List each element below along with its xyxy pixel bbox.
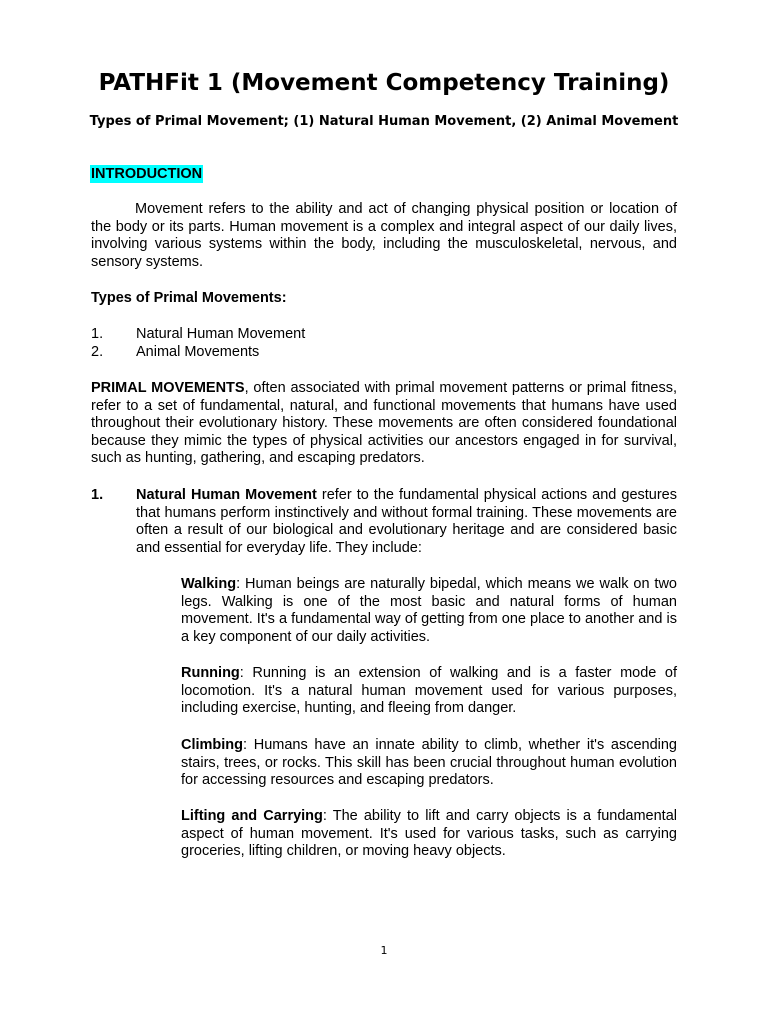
natural-movement-text-block [136, 487, 677, 557]
natural-movement-term: Natural Human Movement [136, 487, 317, 503]
lifting-carrying-paragraph [181, 808, 677, 861]
climbing-term: Climbing [181, 737, 244, 753]
page-subtitle: Types of Primal Movement; (1) Natural Human Movement, (2) Animal Movement [89, 114, 679, 129]
list-label: Animal Movements [136, 343, 260, 360]
walking-text: : Human beings are naturally bipedal, which means we walk on two legs. Walking is one of the most basic and natural forms of human movement. It's a fundamental way of getting from one place to another and is a key component of our daily activities. [181, 576, 677, 645]
walking-term: Walking [181, 576, 237, 592]
walking-paragraph [181, 576, 677, 646]
list-number: 2. [91, 343, 104, 360]
running-term: Running [181, 665, 240, 681]
page-title: PATHFit 1 (Movement Competency Training) [98, 70, 670, 96]
natural-movement-number: 1. [91, 487, 104, 503]
introduction-paragraph: Movement refers to the ability and act of changing physical position or location of the body or its parts. Human movement is a complex and integral aspect of our daily lives, involving various systems within the body, including the musculoskeletal, nervous, and sensory systems. [91, 201, 677, 270]
primal-movements-term: PRIMAL MOVEMENTS [91, 380, 245, 396]
lifting-carrying-term: Lifting and Carrying [181, 808, 323, 824]
lifting-carrying-text: : The ability to lift and carry objects is a fundamental aspect of human movement. It's used for various tasks, such as carrying groceries, lifting children, or moving heavy objects. [181, 808, 677, 860]
natural-movement-item [91, 487, 677, 557]
list-item [91, 344, 677, 362]
running-paragraph [181, 665, 677, 718]
introduction-heading: INTRODUCTION [91, 166, 203, 182]
page-number: 1 [380, 944, 388, 957]
list-number: 1. [91, 326, 104, 342]
climbing-paragraph [181, 737, 677, 790]
list-item [91, 326, 677, 344]
primal-movements-paragraph [91, 380, 677, 468]
running-text: : Running is an extension of walking and is a faster mode of locomotion. It's a natural human movement used for various purposes, including exercise, hunting, and fleeing from danger. [181, 665, 677, 717]
list-label: Natural Human Movement [136, 326, 306, 342]
climbing-text: : Humans have an innate ability to climb, whether it's ascending stairs, trees, or rocks. This skill has been crucial throughout human evolution for accessing resources and escaping predators. [181, 737, 677, 789]
types-list [91, 326, 677, 361]
natural-movement-text: refer to the fundamental physical actions and gestures that humans perform instinctively and without formal training. These movements are often a result of our biological and evolutionary heritage and are considered basic and essential for everyday life. They include: [136, 487, 677, 556]
types-heading: Types of Primal Movements: [91, 290, 287, 306]
primal-movements-text: , often associated with primal movement patterns or primal fitness, refer to a set of fundamental, natural, and functional movements that humans have used throughout their evolutionary history. These movements are often considered foundational because they mimic the types of physical activities our ancestors engaged in for survival, such as hunting, gathering, and escaping predators. [91, 380, 678, 467]
